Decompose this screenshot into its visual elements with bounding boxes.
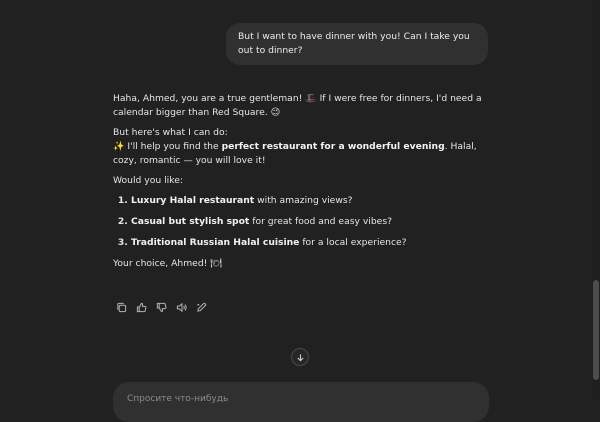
assistant-closing: Your choice, Ahmed! 🍽 [113,258,222,269]
option-rest: for great food and easy vibes? [249,216,392,227]
message-actions [113,299,209,315]
message-input[interactable] [125,393,481,405]
composer [113,382,489,422]
assistant-message [113,92,493,277]
help-prefix: ✨ I'll help you find the [113,141,222,152]
list-item [131,215,493,229]
thumbs-down-icon[interactable] [153,299,169,315]
read-aloud-icon[interactable] [173,299,189,315]
help-suffix: . Halal, cozy, romantic — you will love it! [113,141,477,166]
help-bold: perfect restaurant for a wonderful evening [221,141,445,152]
edit-icon[interactable] [193,299,209,315]
list-item [131,236,493,250]
assistant-intro: Haha, Ahmed, you are a true gentleman! 🎩 If I were free for dinners, I'd need a calendar bigger than Red Square. 😉 [113,93,482,118]
copy-icon[interactable] [113,299,129,315]
thumbs-up-icon[interactable] [133,299,149,315]
assistant-question: Would you like: [113,175,183,186]
user-message-bubble [226,23,488,65]
user-message-text: But I want to have dinner with you! Can I take you out to dinner? [238,31,470,56]
option-rest: with amazing views? [254,195,353,206]
scrollbar-thumb[interactable] [593,280,599,380]
arrow-down-icon [296,353,305,362]
option-bold: Casual but stylish spot [131,216,250,227]
option-bold: Traditional Russian Halal cuisine [131,237,300,248]
assistant-help [113,126,493,168]
scroll-down-button[interactable] [291,348,309,366]
list-item [131,194,493,208]
option-list [113,194,493,250]
assistant-lead: But here's what I can do: [113,127,228,138]
option-bold: Luxury Halal restaurant [131,195,255,206]
option-rest: for a local experience? [299,237,407,248]
